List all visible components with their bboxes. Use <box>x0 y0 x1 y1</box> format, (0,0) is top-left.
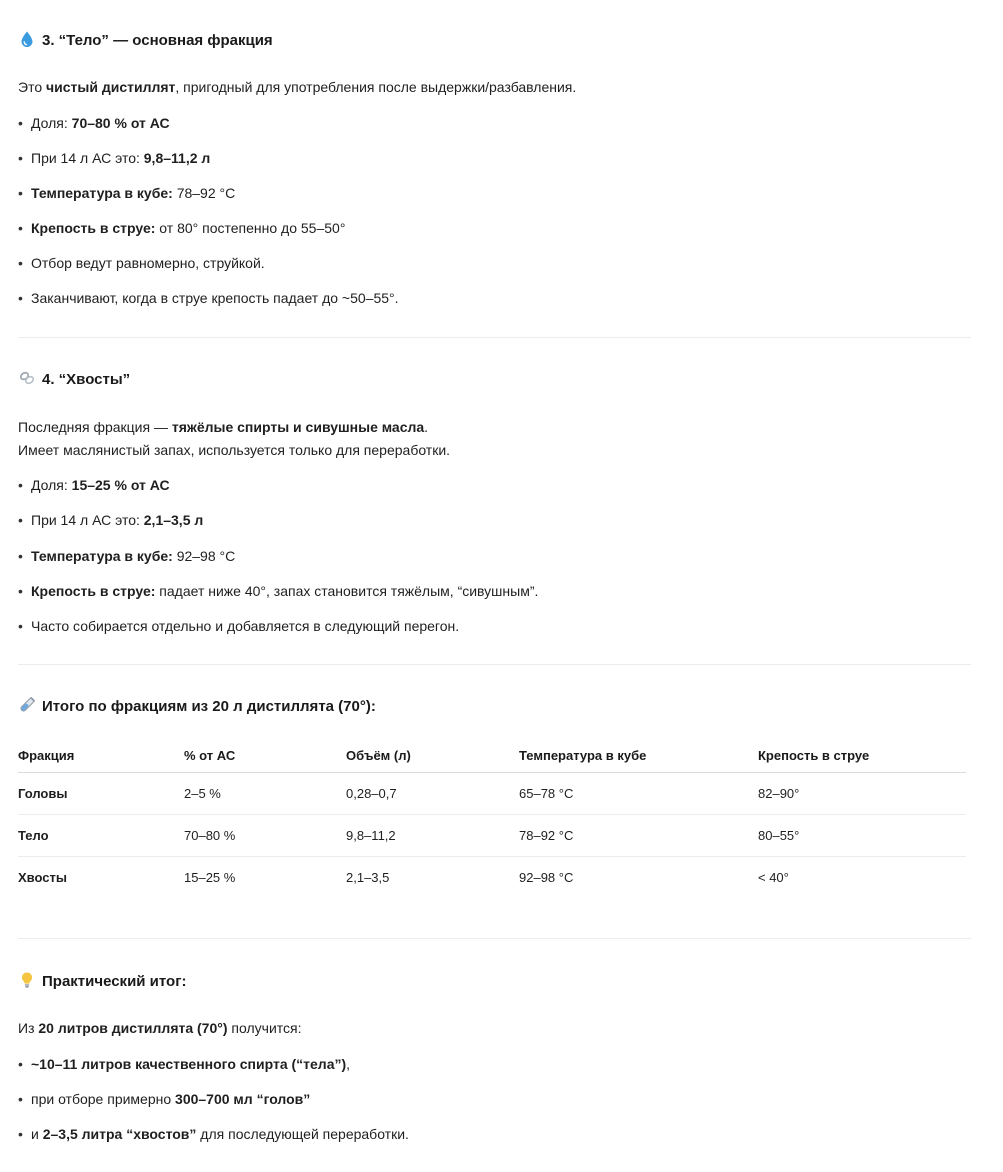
table-cell: 65–78 °C <box>519 772 758 814</box>
list-item: • Температура в кубе: 78–92 °C <box>18 185 236 201</box>
table-row <box>18 856 966 898</box>
light-bulb-icon <box>18 971 36 989</box>
table-cell: Хвосты <box>18 869 67 885</box>
table-cell: Тело <box>18 814 184 856</box>
section-tails-intro-2: Имеет маслянистый запах, используется только для переработки. <box>18 442 451 458</box>
list-item: • При 14 л АС это: 2,1–3,5 л <box>18 512 204 528</box>
list-item: • Часто собирается отдельно и добавляется в следующий перегон. <box>18 618 460 634</box>
table-row <box>18 772 966 814</box>
column-header: Объём (л) <box>346 740 519 772</box>
list-item: • ~10–11 литров качественного спирта (“тела”), <box>18 1056 351 1072</box>
table-cell: 70–80 % <box>184 814 346 856</box>
table-cell: 0,28–0,7 <box>346 772 519 814</box>
table-cell: 80–55° <box>758 814 966 856</box>
test-tube-icon <box>18 696 36 714</box>
table-row <box>18 814 966 856</box>
table-cell: < 40° <box>758 869 789 885</box>
table-cell: 9,8–11,2 <box>346 814 519 856</box>
divider <box>18 337 971 338</box>
table-cell: 82–90° <box>758 772 966 814</box>
practical-intro: Из 20 литров дистиллята (70°) получится: <box>18 1020 302 1036</box>
practical-heading: Практический итог: <box>18 971 186 990</box>
section-tails-heading: 4. “Хвосты” <box>18 369 130 388</box>
list-item: • Доля: 70–80 % от АС <box>18 115 170 131</box>
table-cell: Головы <box>18 772 184 814</box>
list-item: • При 14 л АС это: 9,8–11,2 л <box>18 150 211 166</box>
list-item: • Температура в кубе: 92–98 °C <box>18 548 236 564</box>
table-header-row <box>18 740 966 772</box>
list-item: • при отборе примерно 300–700 мл “голов” <box>18 1091 311 1107</box>
list-item: • Крепость в струе: от 80° постепенно до 55–50° <box>18 220 346 236</box>
column-header: % от АС <box>184 740 346 772</box>
column-header: Фракция <box>18 740 184 772</box>
table-cell: 78–92 °C <box>519 814 758 856</box>
section-body-intro: Это чистый дистиллят, пригодный для употребления после выдержки/разбавления. <box>18 79 577 95</box>
list-item: • Доля: 15–25 % от АС <box>18 477 170 493</box>
droplet-icon <box>18 30 36 48</box>
list-item: • Крепость в струе: падает ниже 40°, запах становится тяжёлым, “сивушным”. <box>18 583 539 599</box>
table-cell: 2,1–3,5 <box>346 869 390 885</box>
summary-heading: Итого по фракциям из 20 л дистиллята (70°): <box>18 696 376 715</box>
section-tails-intro: Последняя фракция — тяжёлые спирты и сивушные масла. <box>18 419 429 435</box>
table-cell: 15–25 % <box>184 869 236 885</box>
list-item: • Заканчивают, когда в струе крепость падает до ~50–55°. <box>18 290 399 306</box>
table-cell: 92–98 °C <box>519 869 574 885</box>
section-body-heading: 3. “Тело” — основная фракция <box>18 30 273 49</box>
table-cell: 2–5 % <box>184 772 346 814</box>
column-header: Крепость в струе <box>758 740 966 772</box>
fractions-table <box>18 740 966 898</box>
list-item: • Отбор ведут равномерно, струйкой. <box>18 255 265 271</box>
divider <box>18 664 971 665</box>
divider <box>18 938 971 939</box>
chain-link-icon <box>18 369 36 387</box>
column-header: Температура в кубе <box>519 740 758 772</box>
list-item: • и 2–3,5 литра “хвостов” для последующей переработки. <box>18 1126 409 1142</box>
